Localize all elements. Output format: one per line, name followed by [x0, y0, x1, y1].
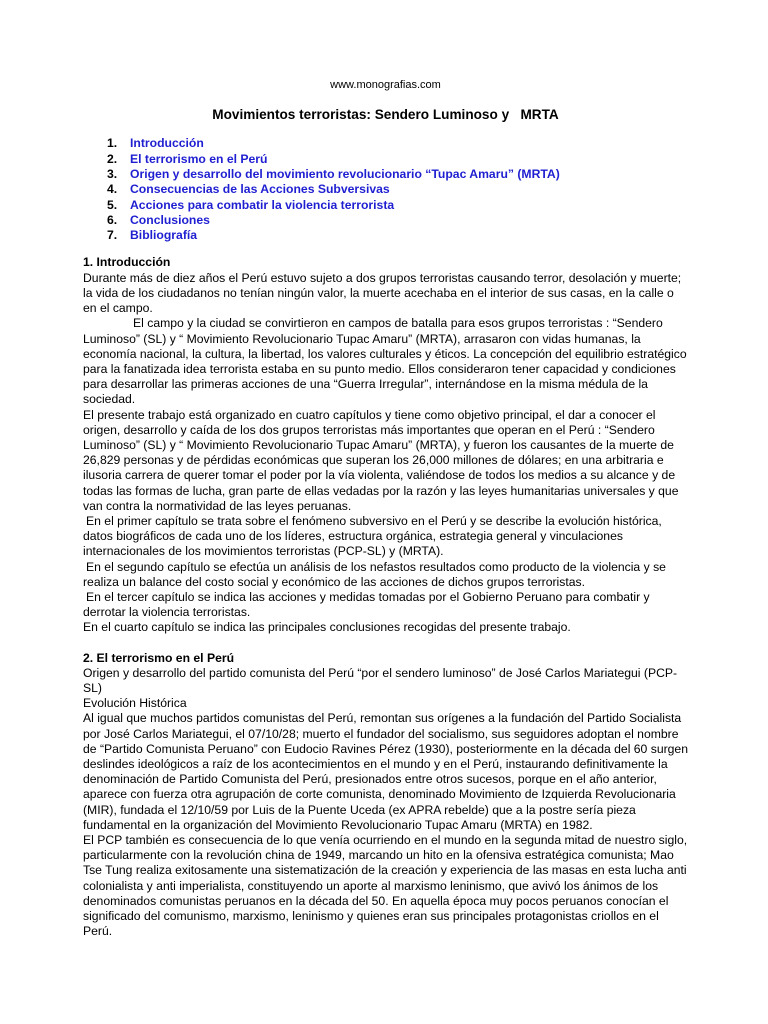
toc-link[interactable]: El terrorismo en el Perú	[130, 151, 268, 166]
toc-item-terrorismo[interactable]	[83, 152, 688, 167]
document-page	[83, 78, 688, 939]
toc-link[interactable]: Introducción	[130, 136, 204, 151]
paragraph: Al igual que muchos partidos comunistas del Perú, remontan sus orígenes a la fundación del Partido Socialista por José Carlos Mariategui, el 07/10/28; muerto el fundador del socialismo, sus seguidores adoptan el nombre de “Partido Comunista Peruano” con Eudocio Ravines Pérez (1930), posteriormente en la década del 60 surgen deslindes ideológicos a raíz de los acontecimientos en el mundo y en el Perú, instaurando definitivamente la denominación de Partido Comunista del Perú, presionados entre otros sucesos, porque en el año anterior, aparece con fuerza otra agrupación de corte comunista, denominado Movimiento de Izquierda Revolucionaria (MIR), fundada el 12/10/59 por Luis de la Puente Uceda (ex APRA rebelde) que a la postre sería pieza fundamental en la organización del Movimiento Revolucionario Tupac Amaru (MRTA) en 1982.	[83, 711, 688, 832]
toc-number: 6.	[107, 212, 118, 227]
paragraph: El campo y la ciudad se convirtieron en campos de batalla para esos grupos terroristas : “Sendero Luminoso” (SL) y “ Movimiento Revolucionario Tupac Amaru” (MRTA), arrasaron con vidas humanas, la economía nacional, la cultura, la libertad, los valores culturales y éticos. La concepción del equilibrio estratégico para la fanatizada idea terrorista estaba en su punto medio. Ellos consideraron tener capacidad y condiciones para desarrollar las primeras acciones de una “Guerra Irregular”, internándose en la misma médula de la sociedad.	[83, 316, 687, 407]
paragraph: Origen y desarrollo del partido comunista del Perú “por el sendero luminoso” de José Carlos Mariategui (PCP-SL)	[83, 665, 678, 695]
section-heading-introduccion: 1. Introducción	[83, 255, 171, 270]
toc-link[interactable]: Consecuencias de las Acciones Subversivas	[130, 182, 390, 197]
toc-item-consecuencias[interactable]	[83, 182, 688, 197]
toc-number: 4.	[107, 182, 118, 197]
toc-link[interactable]: Origen y desarrollo del movimiento revolucionario “Tupac Amaru” (MRTA)	[130, 167, 560, 181]
paragraph: En el tercer capítulo se indica las acciones y medidas tomadas por el Gobierno Peruano para combatir y derrotar la violencia terroristas.	[83, 589, 650, 620]
toc-number: 1.	[107, 136, 118, 151]
paragraph: En el segundo capítulo se efectúa un análisis de los nefastos resultados como producto de la violencia y se realiza un balance del costo social y económico de las acciones de dichos grupos terroristas.	[83, 559, 666, 589]
subheading: Evolución Histórica	[83, 696, 187, 711]
toc-item-introduccion[interactable]	[83, 136, 688, 151]
paragraph: Durante más de diez años el Perú estuvo sujeto a dos grupos terroristas causando terror, desolación y muerte; la vida de los ciudadanos no tenían ningún valor, la muerte acechaba en el interior de sus casas, en la calle o en el campo.	[83, 270, 682, 316]
toc-item-bibliografia[interactable]	[83, 228, 688, 243]
toc-item-mrta[interactable]	[83, 167, 688, 182]
paragraph: El presente trabajo está organizado en cuatro capítulos y tiene como objetivo principal, el dar a conocer el origen, desarrollo y caída de los dos grupos terroristas más importantes que operan en el Perú : “Sendero Luminoso” (SL) y “ Movimiento Revolucionario Tupac Amaru” (MRTA), y fueron los causantes de la muerte de 26,829 personas y de pérdidas económicas que superan los 26,000 millones de dólares; en una arbitraria e ilusoria carrera de querer tomar el poder por la vía violenta, valiéndose de todos los medios a su alcance y de todas las formas de lucha, gran parte de ellas vedadas por la razón y las leyes humanitarias universales y que van contra la normatividad de las leyes peruanas.	[83, 407, 679, 513]
toc-item-conclusiones[interactable]	[83, 213, 688, 228]
toc-number: 5.	[107, 197, 118, 212]
paragraph: En el primer capítulo se trata sobre el fenómeno subversivo en el Perú y se describe la evolución histórica, datos biográficos de cada uno de los líderes, estructura orgánica, estrategia general y vinculaciones internacionales de los movimientos terroristas (PCP-SL) y (MRTA).	[83, 513, 662, 559]
document-title: Movimientos terroristas: Sendero Luminoso y MRTA	[212, 107, 559, 123]
toc-item-acciones[interactable]	[83, 198, 688, 213]
toc-link[interactable]: Acciones para combatir la violencia terrorista	[130, 197, 395, 212]
section-heading-terrorismo: 2. El terrorismo en el Perú	[83, 650, 235, 665]
toc-number: 7.	[107, 228, 118, 243]
spacer	[83, 636, 688, 651]
toc-link[interactable]: Conclusiones	[130, 212, 210, 227]
site-header: www.monografias.com	[330, 79, 441, 91]
toc-link[interactable]: Bibliografía	[130, 228, 198, 243]
table-of-contents	[83, 136, 688, 243]
paragraph: En el cuarto capítulo se indica las principales conclusiones recogidas del presente trabajo.	[83, 620, 571, 635]
paragraph: El PCP también es consecuencia de lo que venía ocurriendo en el mundo en la segunda mitad de nuestro siglo, particularmente con la revolución china de 1949, marcando un hito en la ofensiva estratégica comunista; Mao Tse Tung realiza exitosamente una sistematización de la creación y experiencia de las masas en esta lucha anti colonialista y anti imperialista, constituyendo un aporte al marxismo leninismo, que avivó los ánimos de los denominados comunistas peruanos en la década del 50. En aquella época muy pocos peruanos conocían el significado del comunismo, marxismo, leninismo y quienes eran sus principales protagonistas criollos en el Perú.	[83, 833, 688, 939]
toc-number: 2.	[107, 151, 118, 166]
toc-number: 3.	[107, 167, 118, 181]
